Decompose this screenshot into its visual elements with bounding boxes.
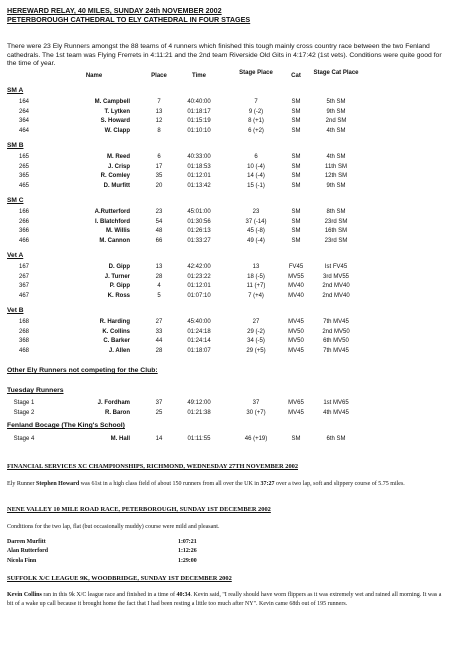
result-row: [0, 128, 453, 138]
stage-place: 6 (+2): [248, 127, 264, 134]
time: 01:23:22: [187, 273, 211, 280]
team-label: SM A: [7, 87, 24, 94]
financial-heading: FINANCIAL SERVICES XC CHAMPIONSHIPS, RICHMOND, WEDNESDAY 27TH NOVEMBER 2002: [7, 463, 299, 470]
team-label: SM C: [7, 197, 24, 204]
time: 01:18:17: [187, 108, 211, 115]
runner-name: K. Collins: [102, 328, 130, 335]
overall-place: 23: [155, 209, 163, 215]
category: SM: [291, 154, 301, 160]
stage-place: 7: [254, 99, 258, 105]
category: SM: [291, 118, 301, 125]
overall-place: 4: [157, 283, 161, 290]
stage-place: 46 (+19): [244, 436, 268, 442]
overall-place: 35: [155, 173, 163, 180]
time: 01:24:14: [187, 338, 211, 345]
stage-place: 27: [252, 319, 260, 325]
overall-place: 20: [155, 182, 163, 189]
overall-place: 13: [155, 264, 163, 270]
runner-time: 37:27: [260, 481, 275, 487]
runner-number: Stage 2: [13, 409, 35, 416]
category: MV65: [288, 400, 304, 406]
runner-number: 168: [18, 319, 29, 325]
stage-cat-place: 2nd MV40: [322, 283, 350, 290]
nene-heading: NENE VALLEY 10 MILE ROAD RACE, PETERBOROUGH, SUNDAY 1ST DECEMBER 2002: [7, 506, 271, 513]
runner-number: Stage 4: [13, 436, 35, 442]
time: 01:21:38: [187, 409, 211, 416]
runner-name: R. Baron: [104, 409, 130, 416]
result-row: [0, 410, 453, 420]
time: 40:33:00: [187, 154, 211, 160]
runner-name: Kevin Collins: [7, 592, 42, 598]
category: SM: [291, 228, 301, 235]
overall-place: 8: [157, 127, 161, 134]
runner-number: 165: [18, 154, 29, 160]
overall-place: 12: [155, 118, 163, 125]
runner-name: R. Comley: [100, 173, 130, 180]
stage-place: 23: [252, 209, 260, 215]
runner-name: R. Harding: [99, 319, 130, 325]
category: SM: [291, 237, 301, 244]
runner-name: I. Blatchford: [94, 218, 130, 225]
col-stage-place: Stage Place: [239, 70, 273, 76]
stage-cat-place: 4th SM: [326, 154, 346, 160]
stage-cat-place: 4th MV45: [323, 409, 349, 416]
runner-name: J. Crisp: [107, 163, 130, 170]
team-label: SM B: [7, 142, 24, 149]
time: 01:26:13: [187, 228, 211, 235]
result-row: [0, 219, 453, 229]
runner-name: M. Cannon: [99, 237, 130, 244]
overall-place: 66: [155, 237, 163, 244]
stage-cat-place: 2nd SM: [325, 118, 347, 125]
time: 01:07:10: [187, 292, 211, 299]
result-row: [0, 109, 453, 119]
result-row: [0, 436, 453, 446]
stage-place: 29 (-2): [247, 328, 265, 335]
result-row: [0, 293, 453, 303]
stage-cat-place: 2nd MV40: [322, 292, 350, 299]
stage-cat-place: Ist FV45: [324, 264, 348, 270]
stage-cat-place: 23rd SM: [324, 218, 348, 225]
suffolk-paragraph: Kevin Collins ran in this 9k X/C league race and finished in a time of 40:34. Kevin said, "I really should have worn flippers as it was extremely wet and rained all morning. It was a bit of a wake up call because it brought home the fact that I had been resting a little too much after NY". Kevin came 68th out of 195 runners.: [7, 592, 442, 607]
suffolk-heading: SUFFOLK X/C LEAGUE 9K, WOODBRIDGE, SUNDAY 1ST DECEMBER 2002: [7, 575, 232, 582]
stage-place: 6: [254, 154, 258, 160]
nene-runner-name: Darren Murfitt: [7, 539, 46, 545]
category: MV45: [288, 347, 304, 354]
stage-cat-place: 3rd MV55: [322, 273, 349, 280]
result-row: [0, 338, 453, 348]
category: SM: [291, 173, 301, 180]
overall-place: 28: [155, 347, 163, 354]
stage-cat-place: 4th SM: [326, 127, 346, 134]
result-row: [0, 209, 453, 219]
time: 01:11:55: [187, 436, 211, 442]
overall-place: 5: [157, 292, 161, 299]
result-row: [0, 183, 453, 193]
stage-place: 15 (-1): [247, 182, 265, 189]
time: 01:18:07: [187, 347, 211, 354]
runner-name: P. Gipp: [109, 283, 130, 290]
time: 01:18:53: [187, 163, 211, 170]
stage-place: 34 (-5): [247, 338, 265, 345]
stage-place: 9 (-2): [248, 108, 264, 115]
stage-cat-place: 11th SM: [325, 163, 347, 170]
result-row: [0, 319, 453, 329]
runner-name: K. Ross: [107, 292, 130, 299]
result-row: [0, 238, 453, 248]
col-place: Place: [151, 73, 167, 79]
category: MV55: [288, 273, 304, 280]
category: SM: [291, 163, 301, 170]
nene-runner-time: 1:07:21: [178, 539, 197, 545]
category: MV40: [288, 283, 304, 290]
stage-cat-place: 6th MV50: [323, 338, 349, 345]
runner-number: Stage 1: [13, 400, 35, 406]
runner-number: 465: [18, 182, 29, 189]
category: MV45: [288, 409, 304, 416]
stage-cat-place: 16th SM: [324, 228, 348, 235]
category: SM: [291, 436, 301, 442]
overall-place: 7: [157, 99, 161, 105]
runner-name: J. Fordham: [97, 400, 130, 406]
runner-name: J. Turner: [104, 273, 130, 280]
category: SM: [291, 127, 301, 134]
result-row: [0, 118, 453, 128]
nene-runner-time: 1:29:00: [178, 557, 197, 564]
time: 45:40:00: [187, 319, 211, 325]
runner-number: 467: [18, 292, 29, 299]
overall-place: 48: [155, 228, 163, 235]
time: 01:30:56: [187, 218, 211, 225]
team-label: Vet B: [7, 307, 24, 314]
result-row: [0, 154, 453, 164]
runner-name: J. Allen: [108, 347, 130, 354]
race-title: HEREWARD RELAY, 40 MILES, SUNDAY 24th NOVEMBER 2002: [7, 6, 222, 15]
nene-runner-name: Alan Rutterford: [7, 548, 49, 555]
overall-place: 14: [155, 436, 163, 442]
time: 01:13:42: [187, 182, 211, 189]
overall-place: 17: [155, 163, 163, 170]
stage-place: 30 (+7): [246, 409, 266, 416]
stage-cat-place: 9th SM: [326, 108, 346, 115]
runner-name: Stephen Howard: [36, 481, 80, 487]
stage-cat-place: 7th MV45: [323, 319, 349, 325]
result-row: [0, 173, 453, 183]
runner-number: 366: [18, 228, 29, 235]
time: 49:12:00: [187, 400, 211, 406]
stage-place: 37: [252, 400, 260, 406]
stage-cat-place: 2nd MV50: [322, 328, 350, 335]
runner-name: M. Hall: [110, 436, 130, 442]
runner-number: 268: [18, 328, 29, 335]
other-runners-heading: Other Ely Runners not competing for the Club:: [7, 367, 158, 374]
col-name: Name: [85, 73, 103, 79]
stage-cat-place: 5th SM: [326, 99, 346, 105]
fenland-bocage-heading: Fenland Bocage (The King's School): [7, 422, 125, 429]
stage-place: 37 (-14): [245, 218, 267, 225]
overall-place: 33: [155, 328, 163, 335]
time: 45:01:00: [187, 209, 211, 215]
stage-cat-place: 1st MV65: [323, 400, 349, 406]
runner-name: M. Campbell: [94, 99, 130, 105]
runner-name: S. Howard: [100, 118, 130, 125]
time: 40:40:00: [187, 99, 211, 105]
overall-place: 25: [155, 409, 163, 416]
stage-place: 7 (+4): [248, 292, 264, 299]
nene-paragraph: Conditions for the two lap, flat (but occasionally muddy) course were mild and pleasant.: [7, 524, 220, 530]
stage-place: 8 (+1): [248, 118, 264, 125]
col-time: Time: [192, 73, 206, 79]
runner-number: 368: [18, 338, 29, 345]
runner-number: 267: [18, 273, 29, 280]
runner-number: 466: [18, 237, 29, 244]
runner-name: D. Gipp: [108, 264, 130, 270]
result-row: [0, 99, 453, 109]
runner-name: M. Reed: [106, 154, 130, 160]
category: MV40: [288, 292, 304, 299]
runner-name: C. Barker: [103, 338, 130, 345]
stage-cat-place: 23rd SM: [324, 237, 348, 244]
stage-place: 45 (-8): [247, 228, 265, 235]
category: SM: [291, 108, 301, 115]
time: 01:12:01: [187, 173, 211, 180]
category: SM: [291, 182, 301, 189]
stage-cat-place: 8th SM: [326, 209, 346, 215]
stage-cat-place: 6th SM: [326, 436, 346, 442]
runner-name: D. Murfitt: [103, 182, 130, 189]
runner-number: 468: [18, 347, 29, 354]
category: SM: [291, 99, 301, 105]
result-row: [0, 228, 453, 238]
financial-paragraph: Ely Runner Stephen Howard was 61st in a high class field of about 150 runners from all over the UK in 37:27 over a two lap, soft and slippery course of 5.75 miles.: [7, 481, 405, 487]
stage-place: 14 (-4): [247, 173, 265, 180]
runner-name: A.Rutterford: [94, 209, 130, 215]
stage-place: 49 (-4): [247, 237, 265, 244]
runner-number: 367: [18, 283, 29, 290]
result-row: [0, 164, 453, 174]
race-subtitle: PETERBOROUGH CATHEDRAL TO ELY CATHEDRAL IN FOUR STAGES: [7, 15, 251, 24]
category: MV45: [288, 319, 304, 325]
time: 01:15:19: [187, 118, 211, 125]
time: 42:42:00: [187, 264, 211, 270]
result-row: [0, 283, 453, 293]
stage-cat-place: 9th SM: [326, 182, 346, 189]
runner-number: 167: [18, 264, 29, 270]
overall-place: 27: [155, 319, 163, 325]
runner-number: 166: [18, 209, 29, 215]
time: 01:10:10: [187, 127, 211, 134]
stage-cat-place: 7th MV45: [323, 347, 349, 354]
result-row: [0, 329, 453, 339]
runner-number: 266: [18, 218, 29, 225]
overall-place: 54: [155, 218, 163, 225]
runner-name: M. Willis: [106, 228, 130, 235]
stage-place: 11 (+7): [246, 283, 266, 290]
overall-place: 44: [155, 338, 163, 345]
category: MV50: [288, 338, 304, 345]
nene-runner-name: Nicola Finn: [7, 557, 37, 564]
time: 01:24:18: [187, 328, 211, 335]
runner-number: 364: [18, 118, 29, 125]
intro-paragraph: There were 23 Ely Runners amongst the 88 teams of 4 runners which finished this tough mainly cross country race between the two Fenland cathedrals. The 1st team was Flying Frerrets in 4:11:21 and the 2nd team Riverside Old Gits in 4:17:42 (1st vets). Conditions were quite good for the time of year.: [7, 43, 442, 68]
col-cat: Cat: [291, 73, 301, 79]
team-label: Vet A: [7, 252, 24, 259]
stage-place: 18 (-5): [247, 273, 265, 280]
stage-place: 13: [252, 264, 260, 270]
result-row: [0, 348, 453, 358]
overall-place: 6: [157, 154, 161, 160]
category: SM: [291, 209, 301, 215]
category: SM: [291, 218, 301, 225]
time: 01:12:01: [187, 283, 211, 290]
col-stage-cat-place: Stage Cat Place: [313, 70, 359, 76]
runner-number: 265: [18, 163, 29, 170]
runner-time: 40:34: [176, 592, 191, 598]
result-row: [0, 400, 453, 410]
stage-place: 10 (-4): [247, 163, 265, 170]
result-row: [0, 274, 453, 284]
stage-cat-place: 12th SM: [324, 173, 348, 180]
time: 01:33:27: [187, 237, 211, 244]
overall-place: 13: [155, 108, 163, 115]
nene-runner-time: 1:12:26: [178, 548, 197, 555]
runner-name: T. Lytken: [104, 108, 130, 115]
stage-place: 29 (+5): [246, 347, 266, 354]
result-row: [0, 264, 453, 274]
runner-number: 464: [18, 127, 29, 134]
runner-number: 264: [18, 108, 29, 115]
category: MV50: [288, 328, 304, 335]
runner-number: 365: [18, 173, 29, 180]
runner-name: W. Clapp: [104, 127, 130, 134]
tuesday-runners-heading: Tuesday Runners: [7, 387, 64, 394]
runner-number: 164: [18, 99, 29, 105]
overall-place: 37: [155, 400, 163, 406]
category: FV45: [288, 264, 304, 270]
overall-place: 28: [155, 273, 163, 280]
